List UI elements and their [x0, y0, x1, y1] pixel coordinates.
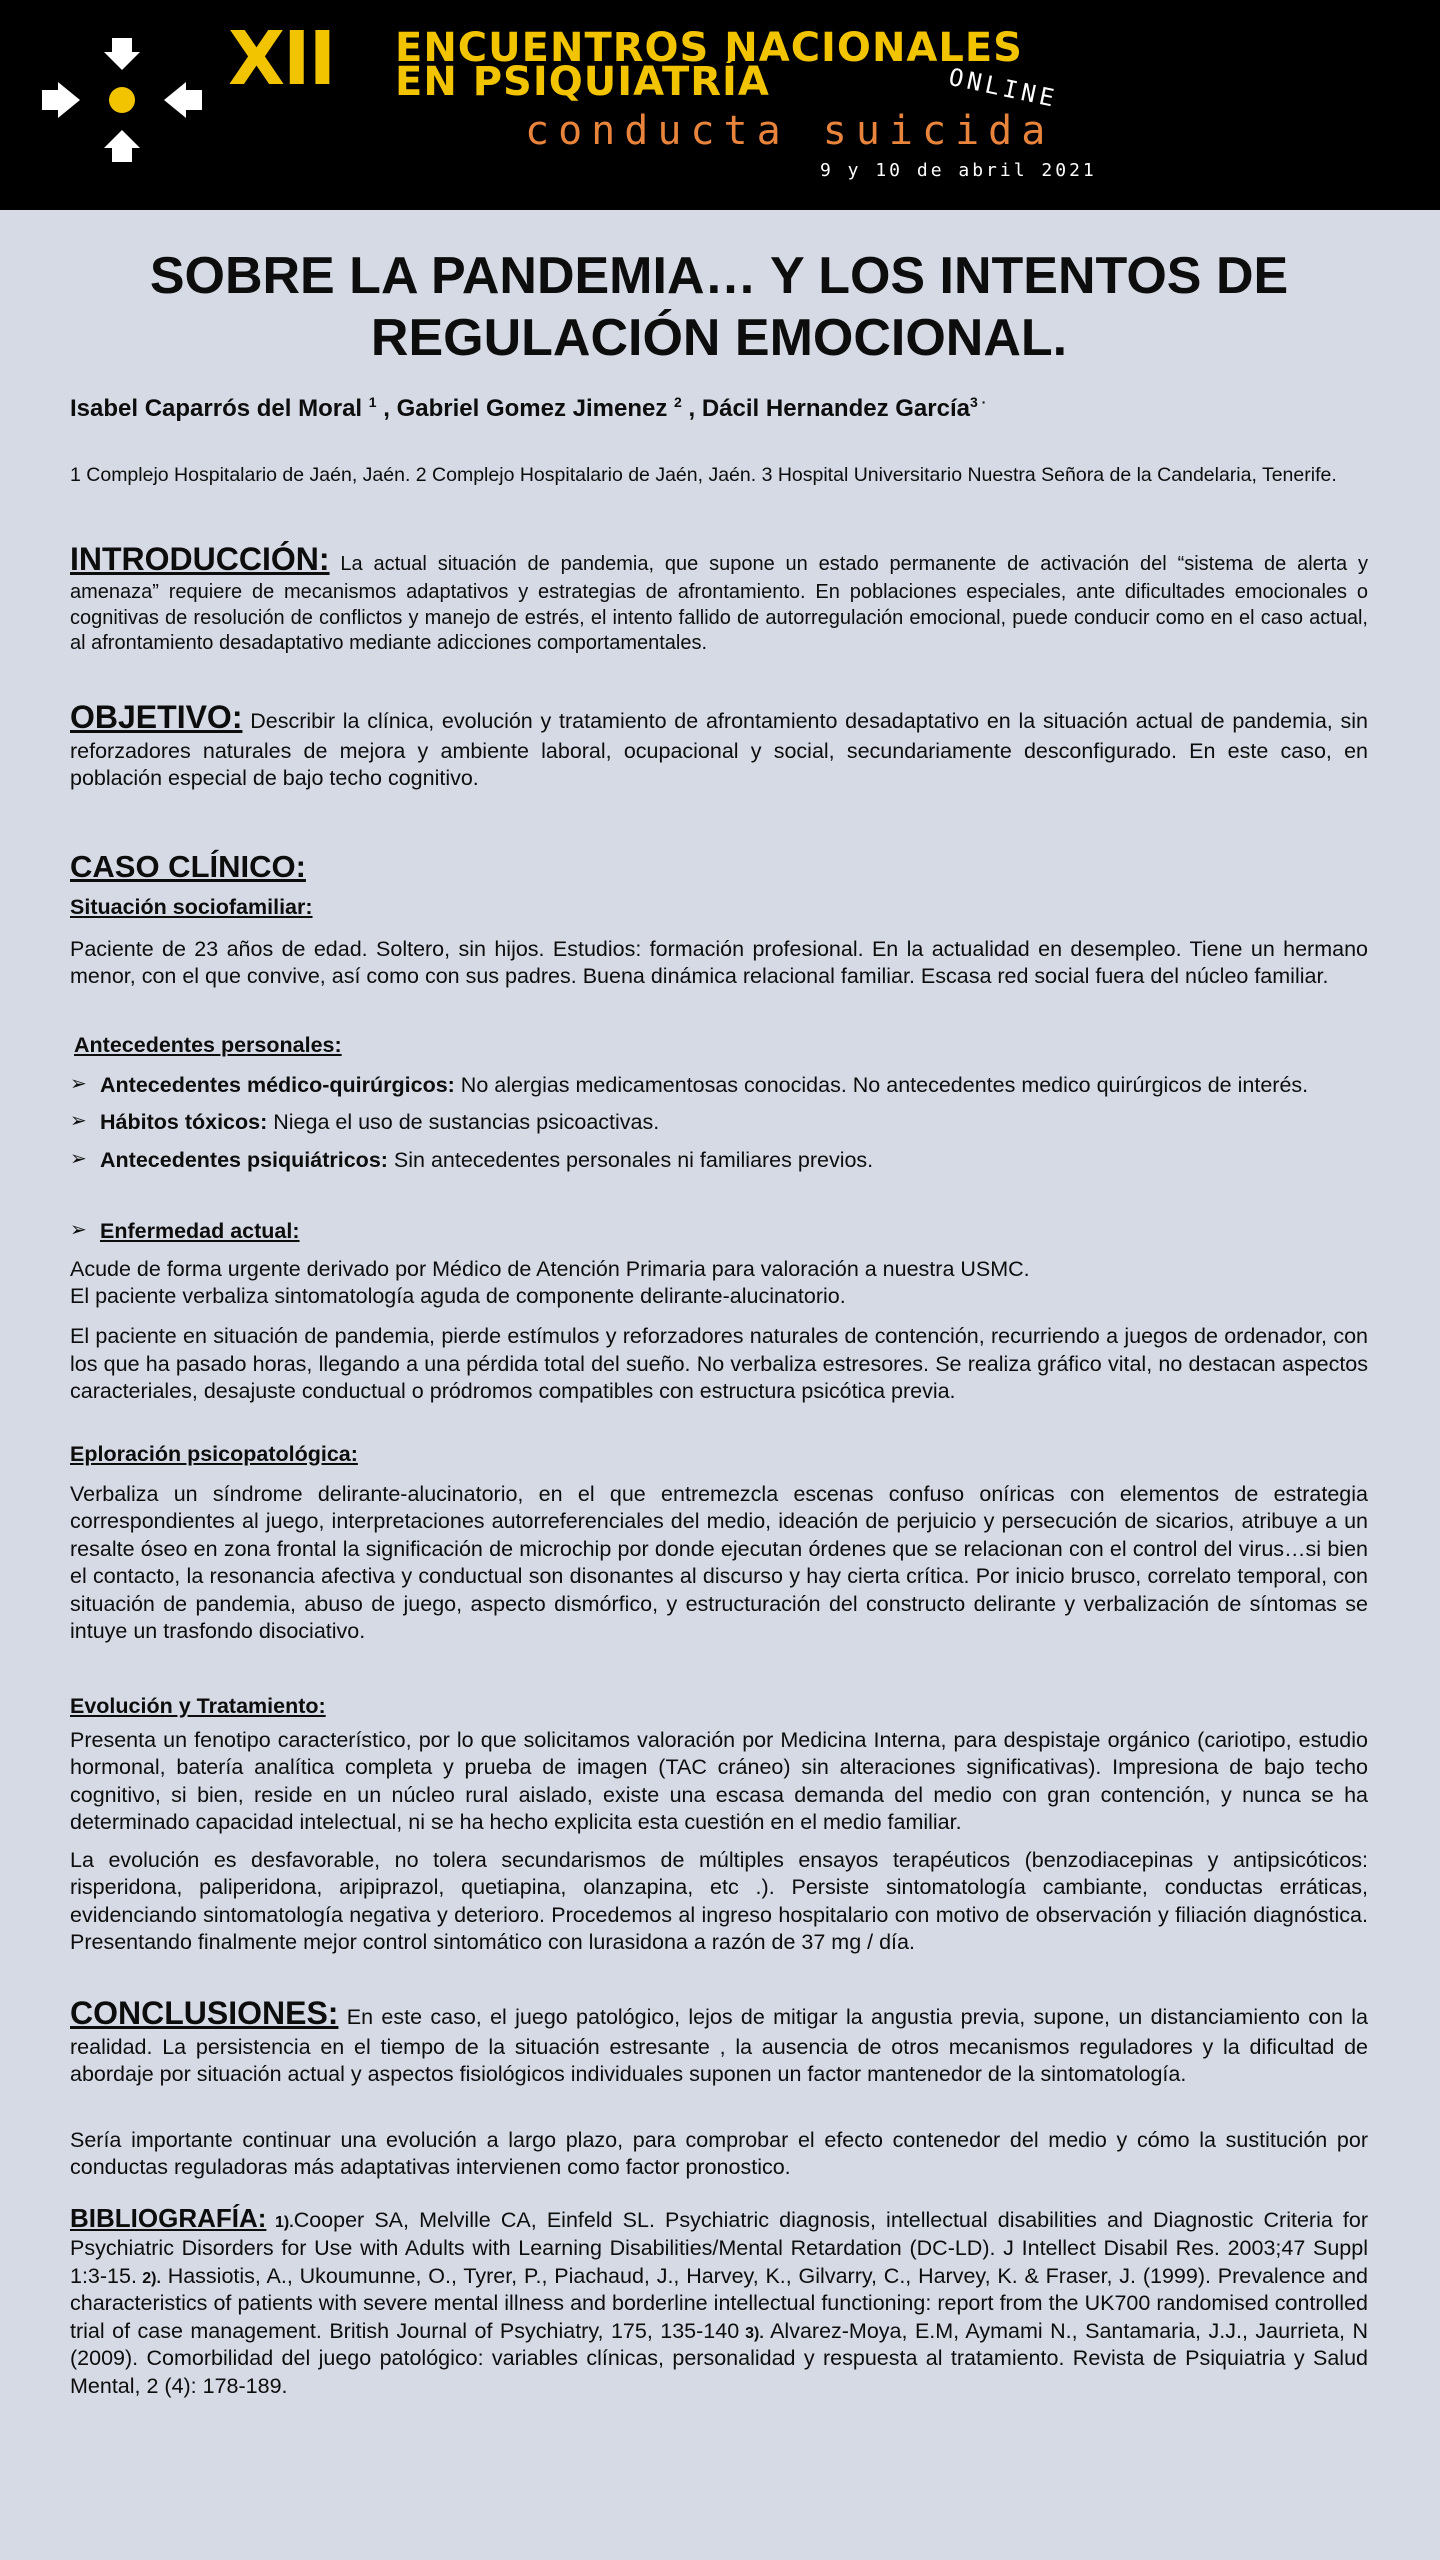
enfermedad-text-1: Acude de forma urgente derivado por Médico de Atención Primaria para valoración a nuestra USMC. El paciente verbaliza sintomatología aguda de componente delirante-alucinatorio. [70, 1256, 1030, 1309]
section-caso-clinico [70, 849, 1368, 1957]
exploracion-text: Verbaliza un síndrome delirante-alucinatorio, en el que entremezcla escenas confuso oníricas con elementos de estrategia correspondientes al juego, interpretaciones autorreferenciales del medio, ideación de perjuicio y persecución de sicarios, atribuye a un resalte óseo en zona frontal la significación de microchip por donde ejecutan órdenes que se relacionan con el control del virus…si bien el contacto, la resonancia afectiva y conductual son disonantes al discurso y hay cierta crítica. Por inicio brusco, correlato temporal, con situación de pandemia, abuso de juego, aspecto dismórfico, y estructuración del constructo delirante y verbalización de síntomas se intuye un trasfondo disociativo. [70, 1481, 1368, 1644]
conclusiones-text: En este caso, el juego patológico, lejos de mitigar la angustia previa, supone, un distanciamiento con la realidad. La persistencia en el tiempo de la situación estresante , la ausencia de otros mecanismos reguladores y la dificultad de abordaje por situación actual y aspectos fisiológicos individuales suponen un factor mantenedor de la sintomatología. [70, 2004, 1368, 2087]
list-item: ➢ Antecedentes médico-quirúrgicos: No alergias medicamentosas conocidas. No antecedentes medico quirúrgicos de interés. [70, 1072, 1309, 1097]
caso-heading: CASO CLÍNICO: [70, 848, 306, 884]
event-logo-icon [40, 30, 210, 170]
author-1-sup: 1 [368, 393, 377, 410]
author-2-sup: 2 [674, 393, 682, 410]
antecedentes-heading: Antecedentes personales: [74, 1032, 342, 1057]
reference-2: Hassiotis, A., Ukoumunne, O., Tyrer, P., Piachaud, J., Harvey, K., Gilvarry, C., Harvey, K. & Fraser, J. (1999). Prevalence and characteristics of patients with severe mental illness and borderline intellectual functioning: report from the UK700 randomised controlled trial of case management. British Journal of Psychiatry, 175, 135-140 [70, 2263, 1368, 2343]
antecedentes-list [70, 1072, 1368, 1175]
banner-edition: XII [228, 16, 335, 102]
author-list: Isabel Caparrós del Moral $^1$ , Gabriel Gomez Jimenez $^2$ , Dácil Hernandez García$^{3 \cdot}$ [70, 393, 987, 422]
section-conclusiones [70, 1993, 1368, 2089]
list-item: ➢ Antecedentes psiquiátricos: Sin antecedentes personales ni familiares previos. [70, 1147, 874, 1172]
reference-1: Cooper SA, Melville CA, Einfeld SL. Psychiatric diagnosis, intellectual disabilities and Diagnostic Criteria for Psychiatric Disorders for Use with Adults with Learning Disabilities/Mental Retardation (DC-LD). J Intellect Disabil Res. 2003;47 Suppl 1:3-15. [70, 2207, 1369, 2288]
banner-online-label: ONLINE [946, 62, 1061, 114]
banner-subtitle: conducta suicida [525, 108, 1055, 154]
author-3-sup: 3 · [969, 393, 987, 410]
poster-content [70, 245, 1368, 2400]
sociofamiliar-text: Paciente de 23 años de edad. Soltero, sin hijos. Estudios: formación profesional. En la actualidad en desempleo. Tiene un hermano menor, con el que convive, así como con sus padres. Buena dinámica relacional familiar. Escasa red social fuera del núcleo familiar. [70, 936, 1368, 989]
banner-date: 9 y 10 de abril 2021 [820, 160, 1097, 181]
objetivo-text: Describir la clínica, evolución y tratamiento de afrontamiento desadaptativo en la situación actual de pandemia, sin reforzadores naturales de mejora y ambiente laboral, ocupacional y social, secundariamente desconfigurado. En este caso, en población especial de bajo techo cognitivo. [70, 708, 1368, 791]
evolucion-heading: Evolución y Tratamiento: [70, 1693, 326, 1718]
conclusiones-heading: CONCLUSIONES: [70, 1994, 339, 2031]
poster-title: SOBRE LA PANDEMIA… Y LOS INTENTOS DE REGULACIÓN EMOCIONAL. [149, 247, 1289, 368]
bibliografia-heading: BIBLIOGRAFÍA: [70, 2202, 267, 2233]
conclusiones-text-2: Sería importante continuar una evolución a largo plazo, para comprobar el efecto contenedor del medio y cómo la sustitución por conductas reguladoras más adaptativas intervienen como factor pronostico. [70, 2127, 1368, 2180]
exploracion-heading: Eploración psicopatológica: [70, 1441, 358, 1466]
enfermedad-text-2: El paciente en situación de pandemia, pierde estímulos y reforzadores naturales de contención, recurriendo a juegos de ordenador, con los que ha pasado horas, llegando a una pérdida total del sueño. No verbaliza estresores. Se realiza gráfico vital, no destacan aspectos caracteriales, desajuste conductual o pródromos compatibles con estructura psicótica previa. [70, 1324, 1368, 1404]
banner-title-line1: ENCUENTROS NACIONALES [395, 25, 1023, 71]
introduccion-text: La actual situación de pandemia, que supone un estado permanente de activación del “sistema de alerta y amenaza” requiere de mecanismos adaptativos y estrategias de afrontamiento. En poblaciones especiales, ante dificultades emocionales o cognitivas de resolución de conflictos y manejo de estrés, el intento fallido de autorregulación emocional, puede conducir como en el caso actual, al afrontamiento desadaptativo mediante adicciones comportamentales. [70, 553, 1368, 655]
list-item [70, 1218, 1368, 1246]
evolucion-text-1: Presenta un fenotipo característico, por lo que solicitamos valoración por Medicina Interna, para despistaje orgánico (cariotipo, estudio hormonal, batería analítica completa y prueba de imagen (TAC cráneo) sin alteraciones significativas). Impresiona de bajo techo cognitivo, si bien, reside en un núcleo rural aislado, existe una escasa demanda del medio con gran contención, y nunca se ha determinado capacidad intelectual, ni se ha hecho explicita esta cuestión en el medio familiar. [70, 1727, 1368, 1835]
author-1: Isabel Caparrós del Moral [70, 394, 363, 422]
evolucion-text-2: La evolución es desfavorable, no tolera secundarismos de múltiples ensayos terapéuticos (benzodiacepinas y antipsicóticos: risperidona, paliperidona, aripiprazol, quetiapina, olanzapina, etc .). Persiste sintomatología cambiante, conductas erráticas, evidenciando sintomatología negativa y deterioro. Procedemos al ingreso hospitalario con motivo de observación y filiación diagnóstica. Presentando finalmente mejor control sintomático con lurasidona a razón de 37 mg / día. [70, 1847, 1368, 1955]
list-item: ➢ Hábitos tóxicos: Niega el uso de sustancias psicoactivas. [70, 1110, 660, 1135]
author-3: Dácil Hernandez García [701, 394, 970, 422]
section-introduccion [70, 539, 1368, 657]
reference-3: Alvarez-Moya, E.M, Aymami N., Santamaria, J.J., Jaurrieta, N (2009). Comorbilidad del juego patológico: variables clínicas, personalidad y respuesta al tratamiento. Revista de Psiquiatria y Salud Mental, 2 (4): 178-189. [70, 2318, 1369, 2398]
objetivo-heading: OBJETIVO: [70, 698, 243, 735]
arrow-bullet-icon: ➢ [70, 1072, 87, 1095]
author-2: Gabriel Gomez Jimenez [396, 394, 668, 422]
enfermedad-list [70, 1218, 1368, 1246]
section-objetivo [70, 697, 1368, 793]
section-bibliografia: BIBLIOGRAFÍA: 1).Cooper SA, Melville CA, Einfeld SL. Psychiatric diagnosis, intellectual disabilities and Diagnostic Criteria for Psychiatric Disorders for Use with Adults with Learning Disabilities/Mental Retardation (DC-LD). J Intellect Disabil Res. 2003;47 Suppl 1:3-15. 2). Hassiotis, A., Ukoumunne, O., Tyrer, P., Piachaud, J., Harvey, K., Gilvarry, C., Harvey, K. & Fraser, J. (1999). Prevalence and characteristics of patients with severe mental illness and borderline intellectual functioning: report from the UK700 randomised controlled trial of case management. British Journal of Psychiatry, 175, 135-140 3). Alvarez-Moya, E.M, Aymami N., Santamaria, J.J., Jaurrieta, N (2009). Comorbilidad del juego patológico: variables clínicas, personalidad y respuesta al tratamiento. Revista de Psiquiatria y Salud Mental, 2 (4): 178-189. [70, 2202, 1369, 2398]
affiliations: 1 Complejo Hospitalario de Jaén, Jaén. 2 Complejo Hospitalario de Jaén, Jaén. 3 Hospital Universitario Nuestra Señora de la Candelaria, Tenerife. [70, 463, 1337, 486]
arrow-bullet-icon: ➢ [70, 1147, 87, 1170]
banner-title-line2: EN PSIQUIATRÍA [395, 59, 770, 105]
event-banner [0, 0, 1440, 210]
sociofamiliar-heading: Situación sociofamiliar: [70, 894, 313, 919]
arrow-bullet-icon: ➢ [70, 1219, 87, 1242]
arrow-bullet-icon: ➢ [70, 1110, 87, 1133]
introduccion-heading: INTRODUCCIÓN: [70, 541, 330, 578]
enfermedad-heading: Enfermedad actual: [100, 1219, 300, 1244]
